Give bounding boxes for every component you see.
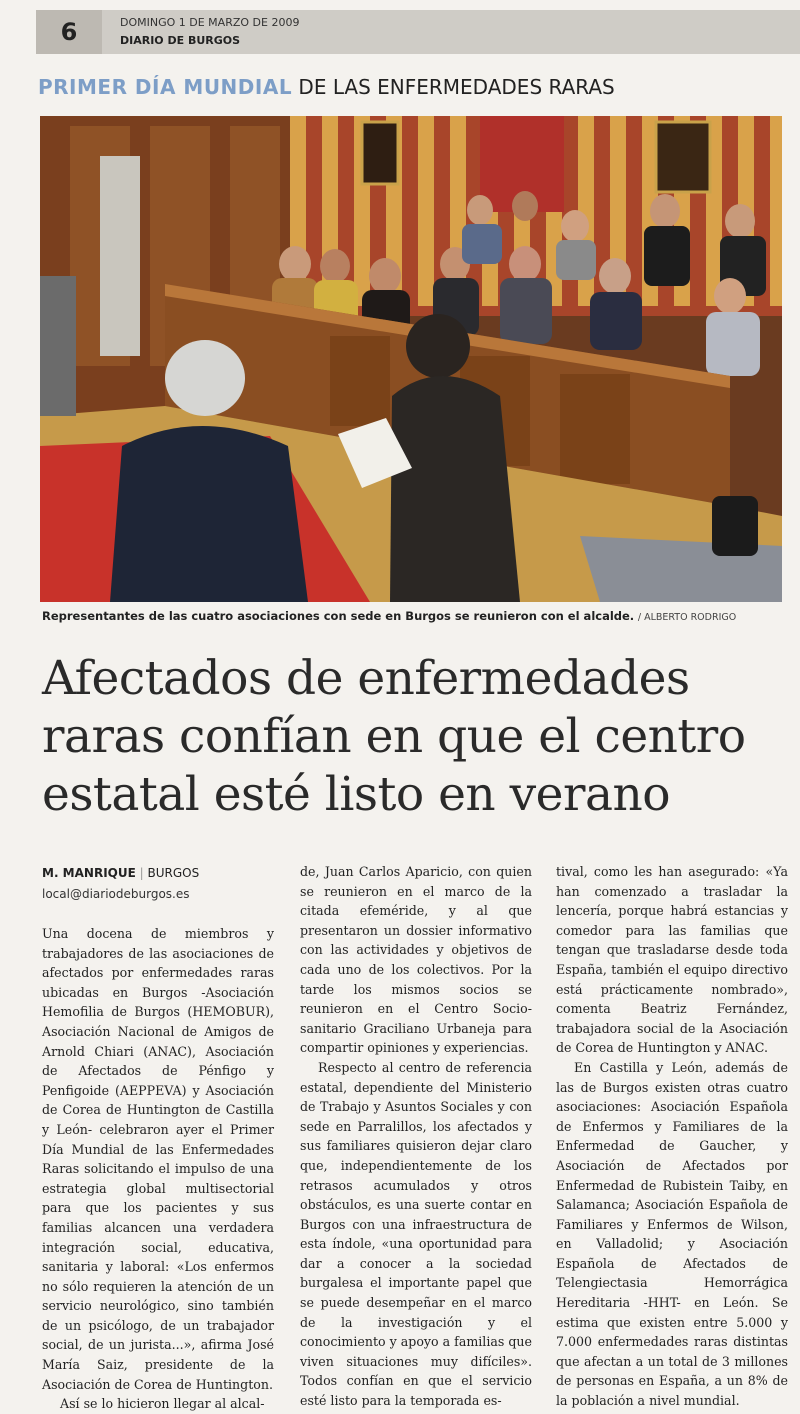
byline (42, 866, 199, 880)
photo-credit: / ALBERTO RODRIGO (637, 612, 737, 623)
caption-text: Representantes de las cuatro asociaciones con sede en Burgos se reunieron con el alcalde. (42, 609, 635, 623)
body-paragraph: En Castilla y León, además de las de Burgos existen otras cuatro asociaciones: Asociación Española de Enfermos y Familiares de la Enfermedad de Gaucher, y Asociación de Afectados por Enfermedad de Rubistein Taiby, en Salamanca; Asociación Española de Familiares y Enfermos de Wilson, en Valladolid; y Asociación Española de Afectados de Telengiectasia Hemorrágica Hereditaria -HHT- en León. Se estima que existen entre 5.000 y 7.000 enfermedades raras distintas que afectan a un total de 3 millones de personas en España, a un 8% de la población a nivel mundial. (556, 1059, 788, 1409)
article-photo (40, 116, 782, 602)
byline-location: BURGOS (147, 866, 200, 880)
article-column-3 (556, 862, 788, 1411)
page-header (36, 10, 800, 54)
newspaper-name: DIARIO DE BURGOS (120, 34, 241, 47)
photo-caption (42, 609, 782, 623)
page-number: 6 (36, 10, 102, 54)
photo-illustration (40, 116, 782, 602)
body-paragraph: Una docena de miembros y trabajadores de las asociaciones de afectados por enfermedades raras ubicadas en Burgos -Asociación Hemofilia de Burgos (HEMOBUR), Asociación Nacional de Amigos de Arnold Chiari (ANAC), Asociación de Afectados de Pénfigo y Penfigoide (AEPPEVA) y Asociación de Corea de Huntington de Castilla y León- celebraron ayer el Primer Día Mundial de las Enfermedades Raras solicitando el impulso de una estrategia global multisectorial para que los pacientes y sus familias alcancen una verdadera integración social, educativa, sanitaria y laboral: «Los enfermos no sólo requieren la atención de un servicio neurológico, sino también de un psicólogo, de un trabajador social, de un jurista...», afirma José María Saiz, presidente de la Asociación de Corea de Huntington. (42, 926, 274, 1392)
article-column-1 (42, 924, 274, 1414)
article-column-2 (300, 862, 532, 1411)
headline: Afectados de enfermedades raras confían en que el centro estatal esté listo en verano (42, 651, 746, 822)
section-title-rest: DE LAS ENFERMEDADES RARAS (298, 75, 615, 99)
byline-separator: | (139, 866, 144, 880)
body-paragraph: Así se lo hicieron llegar al alcal- (60, 1396, 265, 1412)
issue-date: DOMINGO 1 DE MARZO DE 2009 (120, 16, 300, 29)
section-title (38, 74, 615, 100)
body-paragraph: de, Juan Carlos Aparicio, con quien se reunieron en el marco de la citada efeméride, y al que presentaron un dossier informativo con las actividades y objetivos de cada uno de los colectivos. Por la tarde los mismos socios se reunieron en el Centro Socio-sanitario Graciliano Urbaneja para compartir opiniones y experiencias. (300, 864, 532, 1056)
section-title-accent: PRIMER DÍA MUNDIAL (38, 75, 293, 99)
body-paragraph: tival, como les han asegurado: «Ya han comenzado a trasladar la lencería, porque habrá estancias y comedor para las familias que tengan que trasladarse desde toda España, también el equipo directivo está prácticamente nombrado», comenta Beatriz Fernández, trabajadora social de la Asociación de Corea de Huntington y ANAC. (556, 864, 788, 1056)
author-name: M. MANRIQUE (42, 866, 136, 880)
body-paragraph: Respecto al centro de referencia estatal, dependiente del Ministerio de Trabajo y Asuntos Sociales y con sede en Parralillos, los afectados y sus familiares quisieron dejar claro que, independientemente de los retrasos acumulados y otros obstáculos, es una suerte contar en Burgos con una infraestructura de esta índole, «una oportunidad para dar a conocer a la sociedad burgalesa el importante papel que se puede desempeñar en el marco de la investigación y el conocimiento y apoyo a familias que viven situaciones muy difíciles». Todos confían en que el servicio esté listo para la temporada es- (300, 1059, 532, 1409)
author-email[interactable]: local@diariodeburgos.es (42, 887, 190, 901)
